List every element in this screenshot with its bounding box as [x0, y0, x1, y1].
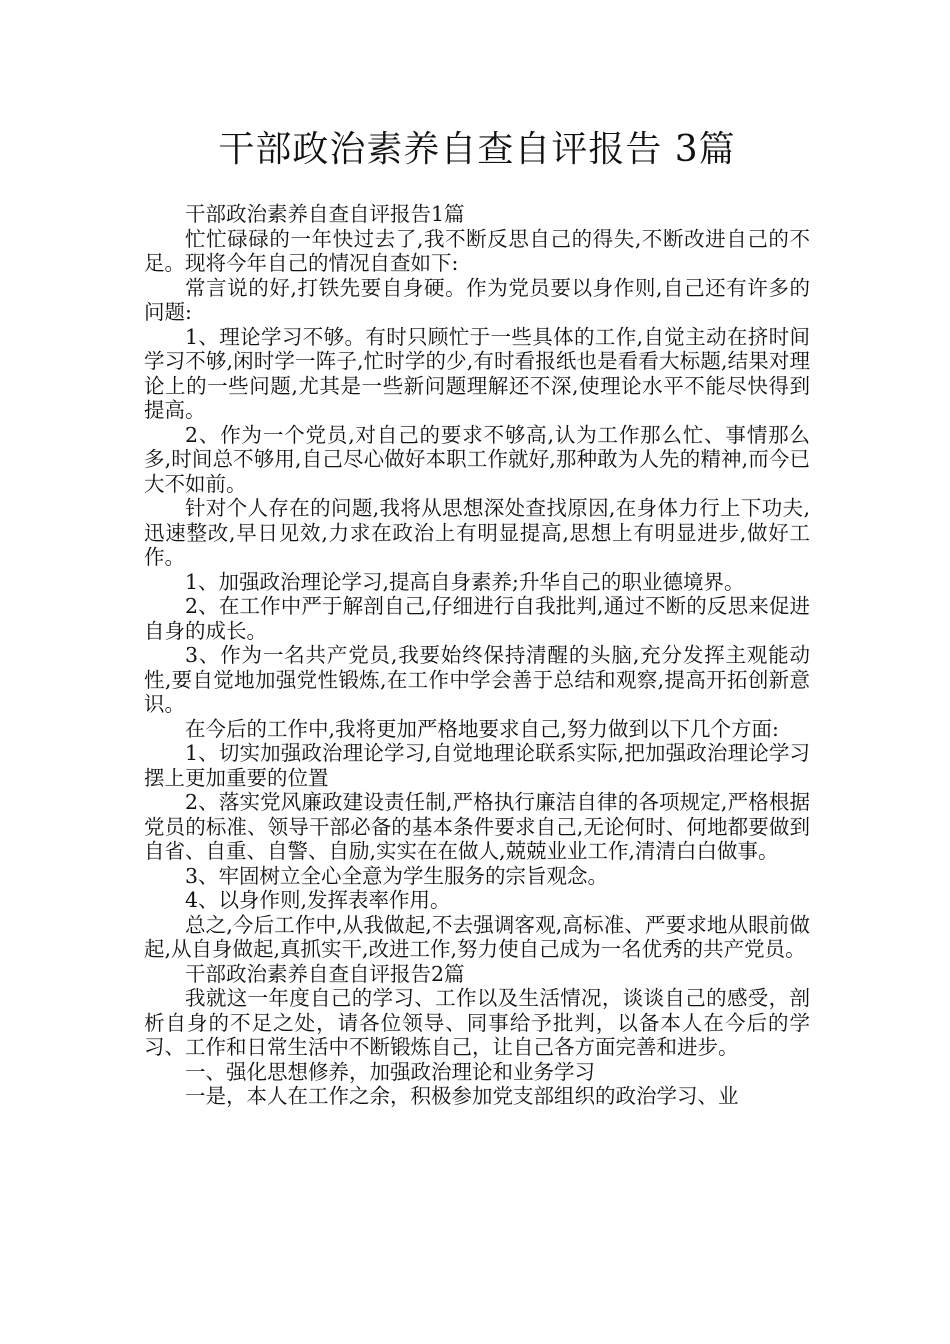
paragraph: 1、加强政治理论学习,提高自身素养;升华自己的职业德境界。 [185, 569, 745, 594]
paragraph: 2、在工作中严于解剖自己,仔细进行自我批判,通过不断的反思来促进自身的成长。 [144, 594, 810, 643]
paragraph: 在今后的工作中,我将更加严格地要求自己,努力做到以下几个方面: [185, 716, 779, 741]
paragraph: 总之,今后工作中,从我做起,不去强调客观,高标准、严要求地从眼前做起,从自身做起,真抓实干,改进工作,努力使自己成为一名优秀的共产党员。 [144, 912, 810, 961]
paragraph: 2、落实党风廉政建设责任制,严格执行廉洁自律的各项规定,严格根据党员的标准、领导干部必备的基本条件要求自己,无论何时、何地都要做到自省、自重、自警、自励,实实在在做人,兢兢业业工作,清清白白做事。 [144, 790, 810, 863]
paragraph: 1、理论学习不够。有时只顾忙于一些具体的工作,自觉主动在挤时间学习不够,闲时学一阵子,忙时学的少,有时看报纸也是看看大标题,结果对理论上的一些问题,尤其是一些新问题理解还不深,使理论水平不能尽快得到提高。 [144, 324, 810, 422]
section-heading: 干部政治素养自查自评报告1篇 [185, 202, 465, 226]
paragraph: 4、以身作则,发挥表率作用。 [185, 888, 451, 912]
paragraph: 3、牢固树立全心全意为学生服务的宗旨观念。 [185, 863, 609, 888]
paragraph: 常言说的好,打铁先要自身硬。作为党员要以身作则,自己还有许多的问题: [144, 275, 810, 324]
document-body [144, 202, 810, 1109]
paragraph: 我就这一年度自己的学习、工作以及生活情况，谈谈自己的感受，剖析自身的不足之处，请各位领导、同事给予批判，以备本人在今后的学习、工作和日常生活中不断锻炼自己，让自己各方面完善和进步。 [144, 986, 810, 1059]
paragraph: 针对个人存在的问题,我将从思想深处查找原因,在身体力行上下功夫,迅速整改,早日见效,力求在政治上有明显提高,思想上有明显进步,做好工作。 [144, 496, 810, 569]
paragraph: 3、作为一名共产党员,我要始终保持清醒的头脑,充分发挥主观能动性,要自觉地加强党性锻炼,在工作中学会善于总结和观察,提高开拓创新意识。 [144, 643, 810, 716]
paragraph: 一是，本人在工作之余，积极参加党支部组织的政治学习、业 [185, 1084, 739, 1108]
document-title: 干部政治素养自查自评报告 3篇 [218, 129, 736, 170]
paragraph: 一、强化思想修养，加强政治理论和业务学习 [185, 1059, 595, 1084]
paragraph: 忙忙碌碌的一年快过去了,我不断反思自己的得失,不断改进自己的不足。现将今年自己的情况自查如下: [144, 226, 810, 275]
paragraph: 2、作为一个党员,对自己的要求不够高,认为工作那么忙、事情那么多,时间总不够用,自己尽心做好本职工作就好,那种敢为人先的精神,而今已大不如前。 [144, 422, 810, 496]
section-heading: 干部政治素养自查自评报告2篇 [185, 961, 465, 986]
paragraph: 1、切实加强政治理论学习,自觉地理论联系实际,把加强政治理论学习摆上更加重要的位置 [144, 741, 810, 790]
